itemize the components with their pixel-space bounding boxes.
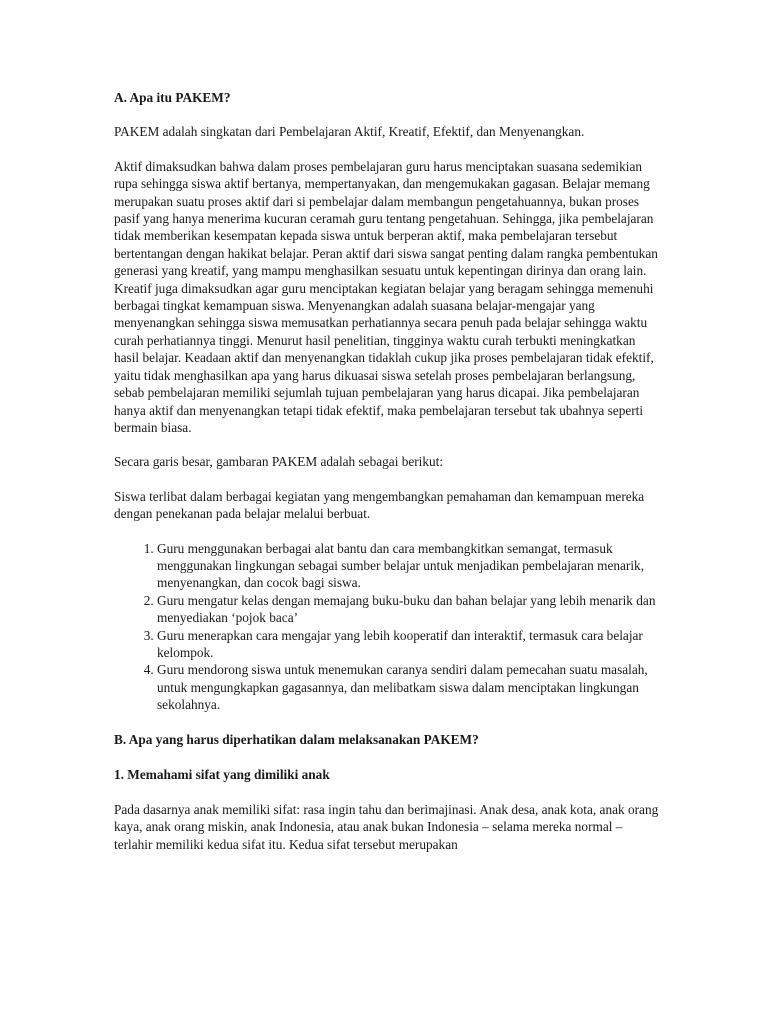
list-item: 3. Guru menerapkan cara mengajar yang lebih kooperatif dan interaktif, termasuk cara belajar kelompok.: [157, 627, 659, 662]
document-body: [114, 89, 659, 853]
list-item: 2. Guru mengatur kelas dengan memajang buku-buku dan bahan belajar yang lebih menarik dan menyediakan ‘pojok baca’: [157, 592, 659, 627]
student-paragraph: Siswa terlibat dalam berbagai kegiatan yang mengembangkan pemahaman dan kemampuan mereka dengan penekanan pada belajar melalui berbuat.: [114, 488, 645, 522]
pakem-list: [114, 540, 659, 714]
list-item: 1. Guru menggunakan berbagai alat bantu dan cara membangkitkan semangat, termasuk menggunakan lingkungan sebagai sumber belajar untuk menjadikan pembelajaran menarik, menyenangkan, dan cocok bagi siswa.: [157, 540, 659, 592]
heading-a: A. Apa itu PAKEM?: [114, 90, 231, 105]
overview-paragraph: Secara garis besar, gambaran PAKEM adalah sebagai berikut:: [114, 454, 444, 470]
list-item: 4. Guru mendorong siswa untuk menemukan caranya sendiri dalam pemecahan suatu masalah, untuk mengungkapkan gagasannya, dan melibatkam siswa dalam menciptakan lingkungan sekolahnya.: [157, 661, 659, 713]
heading-b1: 1. Memahami sifat yang dimiliki anak: [114, 767, 330, 782]
intro-paragraph: PAKEM adalah singkatan dari Pembelajaran Aktif, Kreatif, Efektif, dan Menyenangkan.: [114, 124, 585, 140]
aktif-paragraph: Aktif dimaksudkan bahwa dalam proses pembelajaran guru harus menciptakan suasana sedemikian rupa sehingga siswa aktif bertanya, mempertanyakan, dan mengemukakan gagasan. Belajar memang merupakan suatu proses aktif dari si pembelajar dalam membangun pengetahuannya, bukan proses pasif yang hanya menerima kucuran ceramah guru tentang pengetahuan. Sehingga, jika pembelajaran tidak memberikan kesempatan kepada siswa untuk berperan aktif, maka pembelajaran tersebut bertentangan dengan hakikat belajar. Peran aktif dari siswa sangat penting dalam rangka pembentukan generasi yang kreatif, yang mampu menghasilkan sesuatu untuk kepentingan dirinya dan orang lain. Kreatif juga dimaksudkan agar guru menciptakan kegiatan belajar yang beragam sehingga memenuhi berbagai tingkat kemampuan siswa. Menyenangkan adalah suasana belajar-mengajar yang menyenangkan sehingga siswa memusatkan perhatiannya secara penuh pada belajar sehingga waktu curah perhatiannya tinggi. Menurut hasil penelitian, tingginya waktu curah terbukti meningkatkan hasil belajar. Keadaan aktif dan menyenangkan tidaklah cukup jika proses pembelajaran tidak efektif, yaitu tidak menghasilkan apa yang harus dikuasai siswa setelah proses pembelajaran berlangsung, sebab pembelajaran memiliki sejumlah tujuan pembelajaran yang harus dicapai. Jika pembelajaran hanya aktif dan menyenangkan tetapi tidak efektif, maka pembelajaran tersebut tak ubahnya seperti bermain biasa.: [114, 158, 658, 435]
heading-b: B. Apa yang harus diperhatikan dalam melaksanakan PAKEM?: [114, 732, 479, 748]
sifat-paragraph: Pada dasarnya anak memiliki sifat: rasa ingin tahu dan berimajinasi. Anak desa, anak kota, anak orang kaya, anak orang miskin, anak Indonesia, atau anak bukan Indonesia – selama mereka normal – terlahir memiliki kedua sifat itu. Kedua sifat tersebut merupakan: [114, 801, 659, 852]
